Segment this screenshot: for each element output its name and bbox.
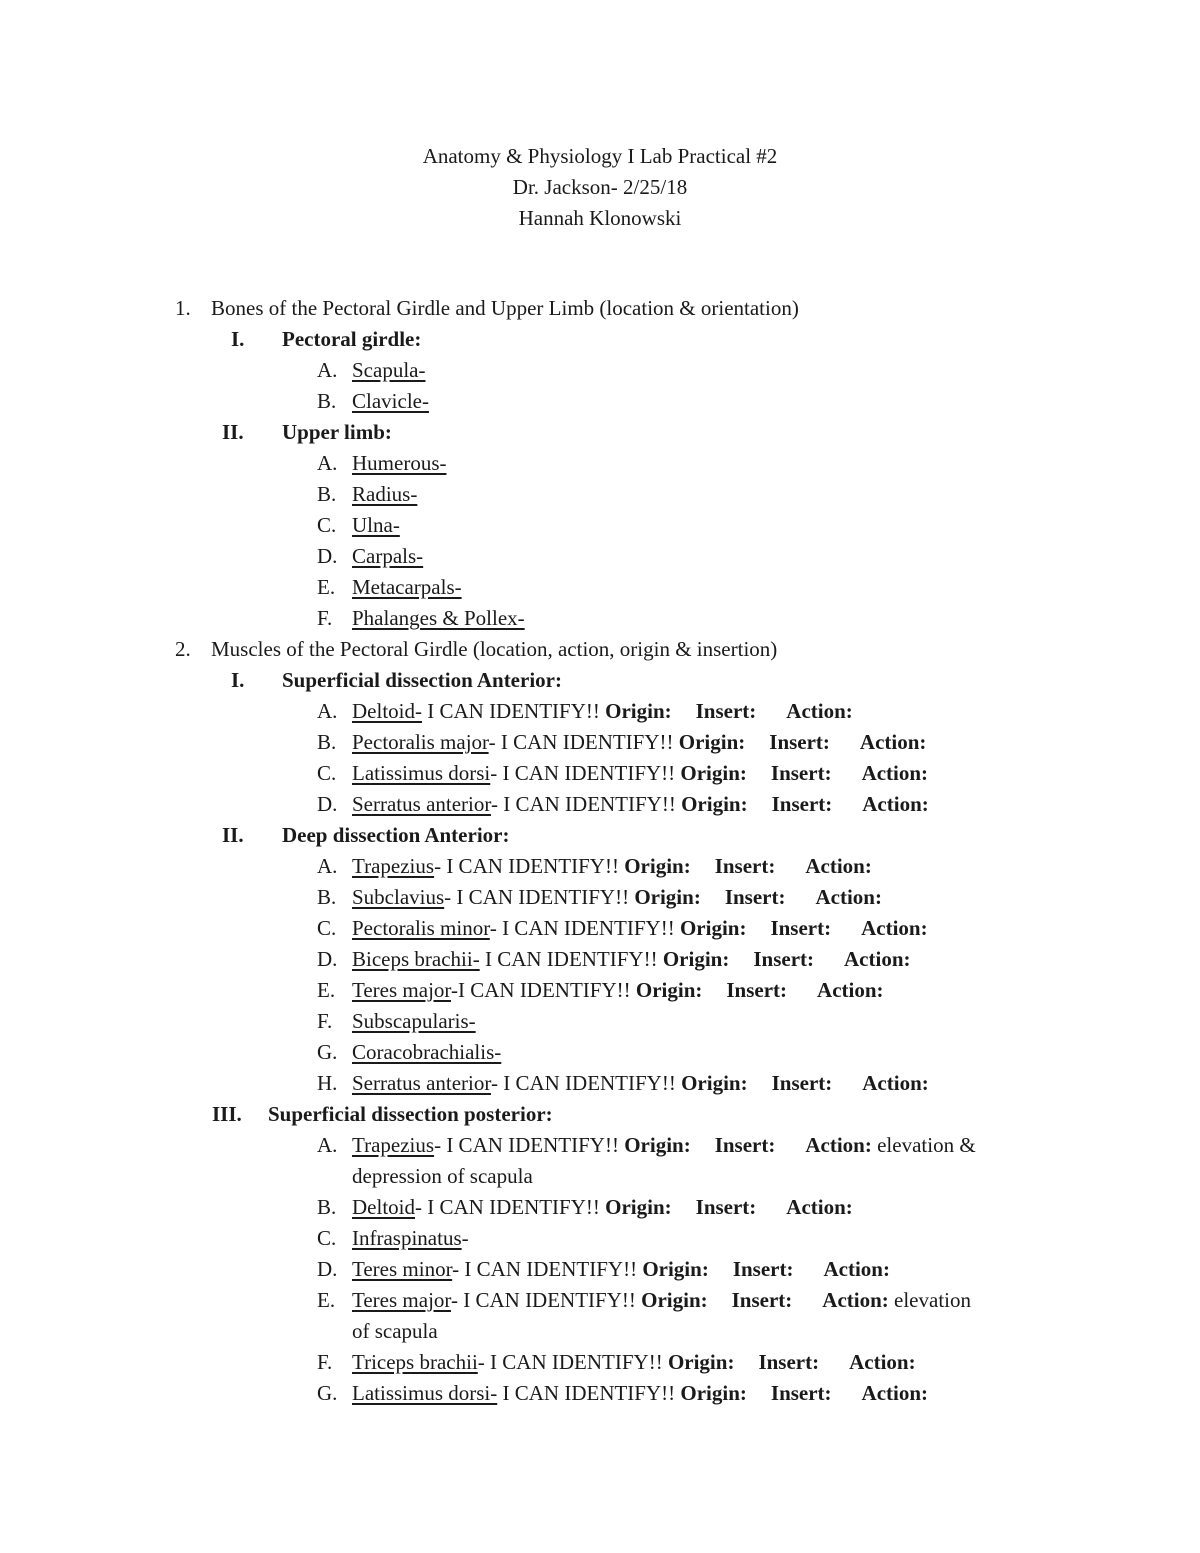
list-item xyxy=(352,1223,469,1254)
item-letter: G. xyxy=(317,1040,338,1064)
insert-label: Insert: xyxy=(732,1257,794,1281)
insert-label: Insert: xyxy=(771,792,833,816)
item-sep: - xyxy=(477,1350,491,1374)
origin-label: Origin: xyxy=(642,1257,709,1281)
list-item xyxy=(352,603,525,634)
action-label: Action: xyxy=(805,854,872,878)
list-item xyxy=(352,355,425,386)
document-author: Hannah Klonowski xyxy=(518,206,682,230)
identify-text: I CAN IDENTIFY!! xyxy=(502,761,676,785)
origin-label: Origin: xyxy=(624,854,691,878)
subsection-title: Upper limb: xyxy=(282,420,392,444)
insert-label: Insert: xyxy=(695,1195,757,1219)
origin-label: Origin: xyxy=(678,730,746,754)
subsection-title: Deep dissection Anterior: xyxy=(282,823,510,847)
insert-label: Insert: xyxy=(714,854,776,878)
subsection-number: I. xyxy=(231,327,245,351)
item-name: Deltoid- xyxy=(352,699,422,723)
action-label: Action: xyxy=(815,885,882,909)
identify-text: I CAN IDENTIFY!! xyxy=(427,699,600,723)
action-label: Action: xyxy=(844,947,911,971)
origin-label: Origin: xyxy=(635,978,703,1002)
insert-label: Insert: xyxy=(771,1071,833,1095)
subsection-number: III. xyxy=(212,1102,242,1126)
item-sep: - xyxy=(450,1288,464,1312)
action-label: Action: xyxy=(849,1350,916,1374)
item-name: Serratus anterior xyxy=(352,792,491,816)
item-letter: F. xyxy=(317,1350,333,1374)
list-item xyxy=(352,727,926,758)
section-number: 2. xyxy=(175,637,191,661)
item-name: Carpals- xyxy=(352,544,424,568)
section-number: 1. xyxy=(175,296,191,320)
subsection-title: Pectoral girdle: xyxy=(282,327,422,351)
item-name: Infraspinatus xyxy=(352,1226,462,1250)
item-name: Latissimus dorsi xyxy=(352,761,491,785)
list-item xyxy=(352,1254,890,1285)
item-sep: - xyxy=(450,978,458,1002)
item-letter: C. xyxy=(317,1226,337,1250)
item-sep: - xyxy=(489,916,503,940)
list-item xyxy=(352,696,853,727)
insert-label: Insert: xyxy=(753,947,814,971)
item-sep: - xyxy=(444,885,457,909)
identify-text: I CAN IDENTIFY!! xyxy=(446,1133,619,1157)
subsection-title: Superficial dissection Anterior: xyxy=(282,668,562,692)
subsection-number: II. xyxy=(222,823,244,847)
item-name: Phalanges & Pollex- xyxy=(352,606,525,630)
list-item xyxy=(352,1130,976,1161)
identify-text: I CAN IDENTIFY!! xyxy=(500,730,674,754)
identify-text: I CAN IDENTIFY!! xyxy=(484,947,658,971)
item-name: Scapula- xyxy=(352,358,426,382)
insert-label: Insert: xyxy=(695,699,757,723)
action-label: Action: xyxy=(786,1195,853,1219)
list-item xyxy=(352,1378,928,1409)
item-letter: E. xyxy=(317,1288,336,1312)
origin-label: Origin: xyxy=(667,1350,735,1374)
item-sep: - xyxy=(488,730,501,754)
item-name: Trapezius xyxy=(352,854,435,878)
list-item xyxy=(352,758,928,789)
item-letter: G. xyxy=(317,1381,338,1405)
item-name: Humerous- xyxy=(352,451,447,475)
item-letter: E. xyxy=(317,978,336,1002)
item-name: Deltoid xyxy=(352,1195,415,1219)
action-label: Action: xyxy=(786,699,853,723)
subsection-number: I. xyxy=(231,668,245,692)
item-letter: A. xyxy=(317,699,338,723)
item-letter: D. xyxy=(317,792,338,816)
item-letter: A. xyxy=(317,1133,338,1157)
action-label: Action: xyxy=(861,1381,929,1405)
list-item xyxy=(352,1037,501,1068)
item-name: Metacarpals- xyxy=(352,575,462,599)
action-label: Action: xyxy=(817,978,884,1002)
action-label: Action: xyxy=(861,761,929,785)
item-sep: - xyxy=(490,1071,504,1095)
list-item xyxy=(352,1068,929,1099)
origin-label: Origin: xyxy=(681,792,748,816)
list-item xyxy=(352,479,417,510)
item-letter: B. xyxy=(317,730,337,754)
origin-label: Origin: xyxy=(681,1071,748,1095)
item-name: Trapezius xyxy=(352,1133,435,1157)
item-continuation: of scapula xyxy=(352,1319,438,1343)
item-name: Teres major xyxy=(352,1288,451,1312)
action-label: Action: xyxy=(823,1257,890,1281)
insert-label: Insert: xyxy=(769,730,830,754)
insert-label: Insert: xyxy=(770,1381,832,1405)
list-item xyxy=(352,1006,476,1037)
item-letter: B. xyxy=(317,482,337,506)
list-item xyxy=(352,789,929,820)
list-item xyxy=(352,975,884,1006)
origin-label: Origin: xyxy=(605,699,672,723)
action-label: Action: xyxy=(859,730,927,754)
item-letter: D. xyxy=(317,1257,338,1281)
origin-label: Origin: xyxy=(634,885,701,909)
item-name: Clavicle- xyxy=(352,389,429,413)
item-sep: - xyxy=(490,761,503,785)
item-sep: - xyxy=(490,792,504,816)
list-item xyxy=(352,572,462,603)
identify-text: I CAN IDENTIFY!! xyxy=(463,1288,636,1312)
item-letter: B. xyxy=(317,1195,337,1219)
item-name: Teres minor xyxy=(352,1257,453,1281)
document-subtitle: Dr. Jackson- 2/25/18 xyxy=(512,175,688,199)
item-name: Pectoralis minor xyxy=(352,916,490,940)
subsection-title: Superficial dissection posterior: xyxy=(268,1102,553,1126)
item-letter: E. xyxy=(317,575,336,599)
list-item xyxy=(352,913,928,944)
item-letter: B. xyxy=(317,389,337,413)
section-title: Bones of the Pectoral Girdle and Upper Limb (location & orientation) xyxy=(211,296,799,320)
item-letter: C. xyxy=(317,916,337,940)
origin-label: Origin: xyxy=(624,1133,691,1157)
item-name: Subscapularis- xyxy=(352,1009,476,1033)
item-letter: F. xyxy=(317,1009,333,1033)
action-label: Action: xyxy=(805,1133,872,1157)
item-letter: F. xyxy=(317,606,333,630)
item-letter: B. xyxy=(317,885,337,909)
item-letter: A. xyxy=(317,451,338,475)
list-item xyxy=(352,882,882,913)
item-name: Serratus anterior xyxy=(352,1071,491,1095)
list-item xyxy=(352,944,911,975)
item-name: Radius- xyxy=(352,482,418,506)
action-label: Action: xyxy=(861,916,928,940)
list-item xyxy=(352,851,872,882)
action-text: elevation xyxy=(888,1288,971,1312)
origin-label: Origin: xyxy=(641,1288,708,1312)
identify-text: I CAN IDENTIFY!! xyxy=(503,792,676,816)
subsection-number: II. xyxy=(222,420,244,444)
item-name: Ulna- xyxy=(352,513,400,537)
item-name: Subclavius xyxy=(352,885,445,909)
identify-text: I CAN IDENTIFY!! xyxy=(457,978,631,1002)
item-name: Latissimus dorsi- xyxy=(352,1381,498,1405)
item-letter: C. xyxy=(317,761,337,785)
list-item xyxy=(352,1285,971,1316)
identify-text: I CAN IDENTIFY!! xyxy=(503,1071,676,1095)
insert-label: Insert: xyxy=(758,1350,820,1374)
item-sep: - xyxy=(434,1133,447,1157)
item-name: Biceps brachii- xyxy=(352,947,480,971)
item-sep: - xyxy=(434,854,447,878)
item-letter: D. xyxy=(317,947,338,971)
item-name: Coracobrachialis- xyxy=(352,1040,502,1064)
identify-text: I CAN IDENTIFY!! xyxy=(456,885,630,909)
item-sep: - xyxy=(461,1226,469,1250)
item-sep: - xyxy=(452,1257,465,1281)
insert-label: Insert: xyxy=(726,978,788,1002)
origin-label: Origin: xyxy=(679,916,747,940)
item-letter: D. xyxy=(317,544,338,568)
list-item xyxy=(352,1192,853,1223)
action-text: elevation & xyxy=(871,1133,976,1157)
insert-label: Insert: xyxy=(770,916,832,940)
list-item xyxy=(352,448,446,479)
item-sep: - xyxy=(415,1195,428,1219)
action-label: Action: xyxy=(862,1071,929,1095)
item-name: Teres major xyxy=(352,978,451,1002)
origin-label: Origin: xyxy=(605,1195,672,1219)
action-label: Action: xyxy=(822,1288,889,1312)
insert-label: Insert: xyxy=(724,885,786,909)
item-continuation: depression of scapula xyxy=(352,1164,533,1188)
origin-label: Origin: xyxy=(680,761,747,785)
item-name: Triceps brachii xyxy=(352,1350,478,1374)
list-item xyxy=(352,1347,916,1378)
list-item xyxy=(352,510,400,541)
list-item xyxy=(352,386,429,417)
item-letter: C. xyxy=(317,513,337,537)
identify-text: I CAN IDENTIFY!! xyxy=(464,1257,638,1281)
section-title: Muscles of the Pectoral Girdle (location, action, origin & insertion) xyxy=(211,637,778,661)
item-letter: A. xyxy=(317,358,338,382)
identify-text: I CAN IDENTIFY!! xyxy=(446,854,619,878)
item-name: Pectoralis major xyxy=(352,730,489,754)
insert-label: Insert: xyxy=(714,1133,776,1157)
identify-text: I CAN IDENTIFY!! xyxy=(502,1381,676,1405)
origin-label: Origin: xyxy=(662,947,730,971)
identify-text: I CAN IDENTIFY!! xyxy=(502,916,675,940)
action-label: Action: xyxy=(862,792,929,816)
document-title: Anatomy & Physiology I Lab Practical #2 xyxy=(422,144,778,168)
item-letter: H. xyxy=(317,1071,338,1095)
identify-text: I CAN IDENTIFY!! xyxy=(490,1350,663,1374)
item-letter: A. xyxy=(317,854,338,878)
identify-text: I CAN IDENTIFY!! xyxy=(427,1195,600,1219)
insert-label: Insert: xyxy=(770,761,832,785)
origin-label: Origin: xyxy=(680,1381,747,1405)
list-item xyxy=(352,541,423,572)
insert-label: Insert: xyxy=(731,1288,793,1312)
